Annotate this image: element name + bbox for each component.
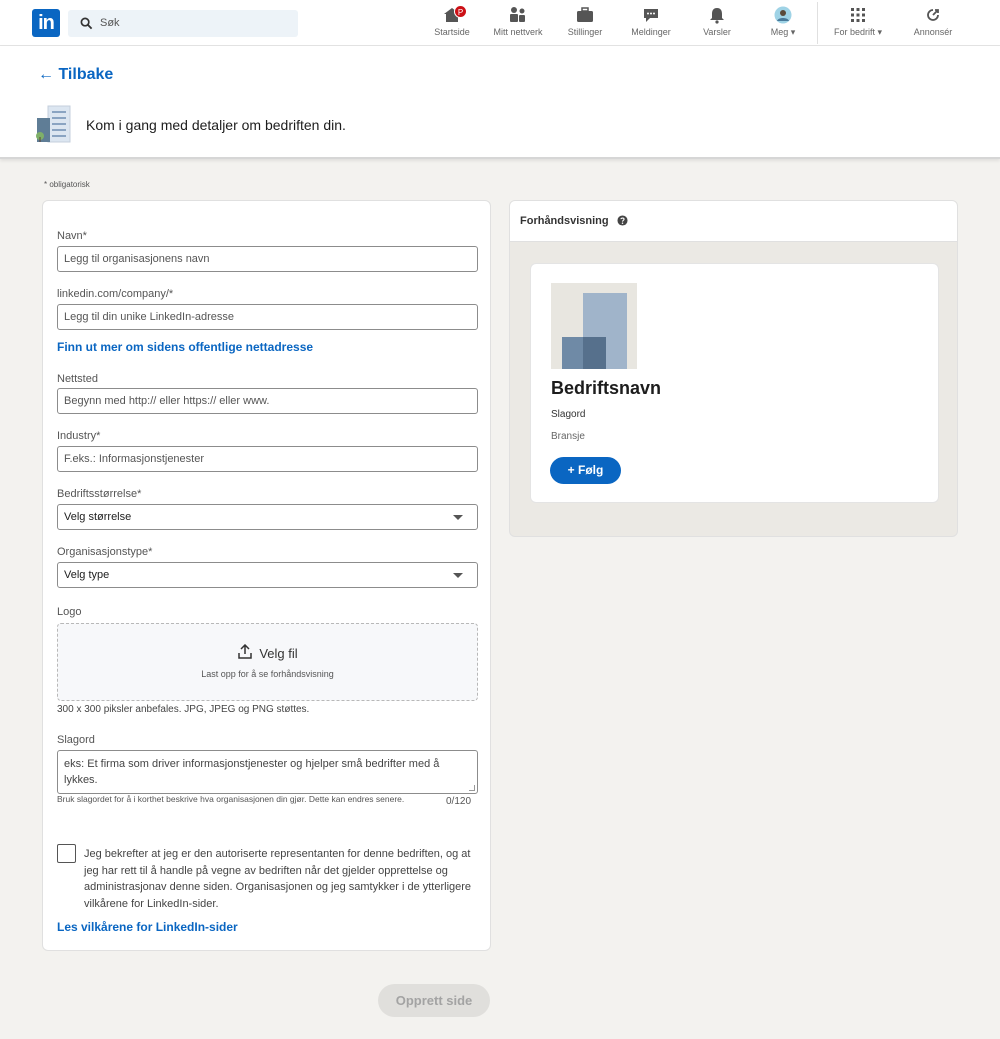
page-header (0, 46, 1000, 159)
tagline-counter: 0/120 (446, 796, 472, 807)
logo-label: Logo (57, 606, 82, 618)
nav-network[interactable] (487, 6, 549, 42)
create-page-button[interactable]: Opprett side (378, 984, 490, 1017)
logo-upload-area[interactable] (57, 623, 478, 701)
size-select[interactable] (57, 504, 478, 530)
choose-file-label: Velg fil (259, 646, 298, 661)
preview-header (510, 201, 957, 242)
advertise-icon (923, 6, 943, 24)
terms-link[interactable]: Les vilkårene for LinkedIn-sider (57, 920, 238, 934)
nav-me[interactable] (762, 6, 804, 42)
search-icon (80, 17, 93, 30)
nav-divider (817, 2, 818, 44)
linkedin-logo[interactable]: in (32, 9, 60, 37)
tagline-label: Slagord (57, 734, 95, 746)
tagline-helper: Bruk slagordet for å i korthet beskrive hva organisasjonen din gjør. Dette kan endres senere. (57, 794, 405, 804)
choose-file-button[interactable] (58, 644, 477, 661)
company-name: Bedriftsnavn (551, 378, 662, 398)
nav-home[interactable] (430, 6, 474, 42)
preview-title: Forhåndsvisning (520, 215, 609, 227)
grid-icon (848, 6, 868, 24)
nav-jobs-label: Stillinger (567, 27, 603, 37)
briefcase-icon (575, 6, 595, 24)
company-preview (530, 263, 939, 503)
type-label: Organisasjonstype* (57, 546, 153, 558)
nav-notifications-label: Varsler (703, 27, 731, 37)
upload-icon (237, 644, 253, 660)
search-input[interactable] (68, 10, 298, 37)
back-link[interactable]: ← Tilbake (38, 66, 114, 83)
nav-advertise-label: Annonsér (913, 27, 953, 37)
name-input[interactable]: Legg til organisasjonens navn (57, 246, 478, 272)
nav-jobs[interactable] (562, 6, 608, 42)
website-input[interactable]: Begynn med http:// eller https:// eller www. (57, 388, 478, 414)
type-select[interactable] (57, 562, 478, 588)
chevron-down-icon (453, 573, 463, 578)
nav-advertise[interactable] (906, 6, 960, 42)
logo-note: 300 x 300 piksler anbefales. JPG, JPEG og PNG støttes. (57, 704, 310, 715)
top-navigation (0, 0, 1000, 46)
size-select-value: Velg størrelse (64, 511, 132, 523)
consent-checkbox[interactable] (57, 844, 76, 863)
company-building-icon (34, 104, 72, 144)
notification-badge: P (454, 5, 467, 18)
url-label: linkedin.com/company/* (57, 288, 174, 300)
avatar (773, 6, 793, 24)
preview-card (509, 200, 958, 537)
nav-me-label: Meg ▾ (770, 27, 796, 37)
nav-network-label: Mitt nettverk (493, 27, 543, 37)
network-icon (508, 6, 528, 24)
resize-handle-icon[interactable] (469, 785, 475, 791)
company-industry: Bransje (551, 431, 585, 442)
help-icon[interactable] (617, 215, 628, 226)
chevron-down-icon (453, 515, 463, 520)
company-form-card (42, 200, 491, 951)
type-select-value: Velg type (64, 569, 110, 581)
website-label: Nettsted (57, 373, 98, 385)
bell-icon (707, 6, 727, 24)
tagline-placeholder: eks: Et firma som driver informasjonstjenester og hjelper små bedrifter med å lykkes. (64, 758, 440, 786)
industry-input[interactable]: F.eks.: Informasjonstjenester (57, 446, 478, 472)
nav-notifications[interactable] (697, 6, 737, 42)
company-tagline: Slagord (551, 409, 586, 420)
upload-hint: Last opp for å se forhåndsvisning (201, 669, 334, 679)
nav-for-business[interactable] (826, 6, 890, 42)
required-note: * obligatorisk (44, 180, 90, 189)
nav-messaging[interactable] (626, 6, 676, 42)
nav-for-business-label: For bedrift ▾ (833, 27, 883, 37)
name-label: Navn* (57, 230, 87, 242)
company-logo-placeholder (551, 283, 637, 369)
size-label: Bedriftsstørrelse* (57, 488, 142, 500)
nav-messaging-label: Meldinger (631, 27, 671, 37)
industry-label: Industry* (57, 430, 101, 442)
follow-button[interactable]: + Følg (550, 457, 621, 484)
tagline-textarea[interactable] (57, 750, 478, 794)
url-input[interactable]: Legg til din unike LinkedIn-adresse (57, 304, 478, 330)
url-help-link[interactable]: Finn ut mer om sidens offentlige nettadresse (57, 340, 314, 354)
consent-text: Jeg bekrefter at jeg er den autoriserte representanten for denne bedriften, og at jeg har rett til å handle på vegne av bedriften når det gjelder opprettelse og administrasjonav denne siden. Organisasjonen og jeg samtykker i de ytterligere vilkårene for LinkedIn-sider. (84, 848, 472, 910)
page-subtitle: Kom i gang med detaljer om bedriften din. (86, 117, 346, 133)
message-icon (641, 6, 661, 24)
nav-home-label: Startside (434, 27, 470, 37)
search-placeholder: Søk (100, 17, 120, 29)
